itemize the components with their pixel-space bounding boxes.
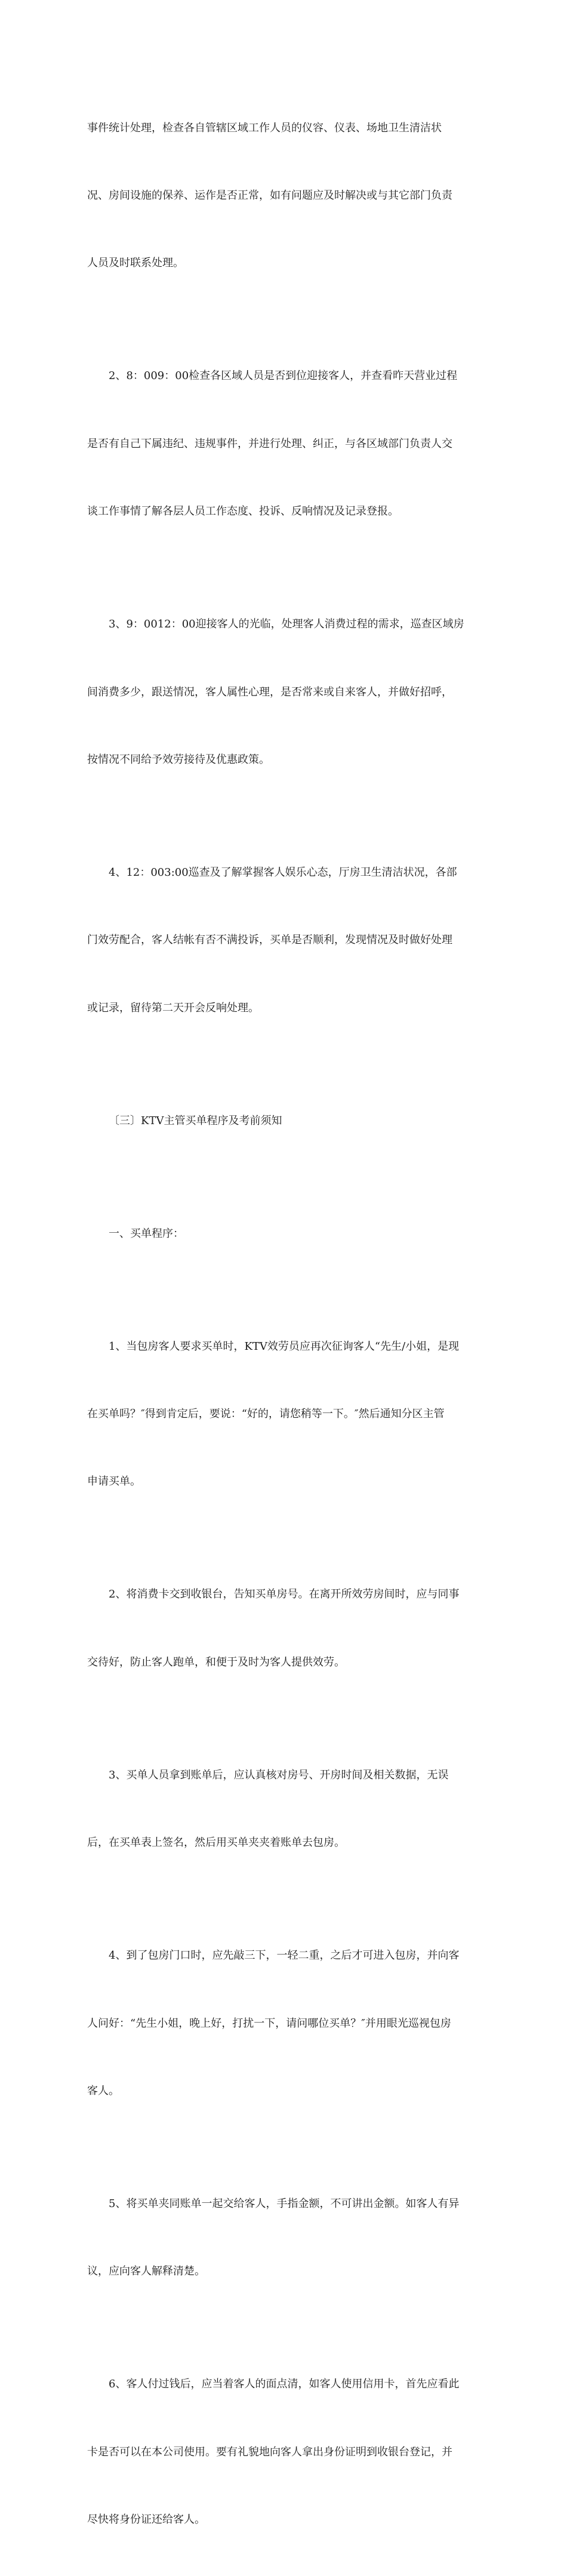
text-line: 客人。 [87,2084,119,2097]
document-body [87,72,481,2576]
text-line: 议，应向客人解释清楚。 [87,2265,205,2278]
text-line: 况、房间设施的保养、运作是否正常，如有问题应及时解决或与其它部门负责 [87,189,452,202]
paragraph-step-3 [87,1719,481,1899]
text-line: 6、客人付过钱后，应当着客人的面点清，如客人使用信用卡，首先应看此 [109,2378,460,2391]
paragraph-item-2 [87,320,481,568]
subheading-checkout-procedure [87,1177,481,1290]
text-line: 3、买单人员拿到账单后，应认真核对房号、开房时间及相关数据，无误 [109,1768,449,1781]
text-line: 间消费多少，跟送情况，客人属性心理，是否常来或自来客人，并做好招呼， [87,685,452,698]
paragraph-intro-continuation [87,72,481,320]
text-line: 4、12：003:00巡查及了解掌握客人娱乐心态，厅房卫生清洁状况，各部 [109,866,457,879]
text-line: 2、8：009：00检查各区域人员是否到位迎接客人，并查看昨天营业过程 [109,370,458,383]
section-heading [87,1064,481,1177]
text-line: 是否有自己下属违纪、违规事件，并进行处理、纠正，与各区域部门负责人交 [87,437,452,450]
text-line: 2、将消费卡交到收银台，告知买单房号。在离开所效劳房间时，应与同事 [109,1588,460,1601]
text-line: 在买单吗？″得到肯定后，要说：“好的，请您稍等一下。″然后通知分区主管 [87,1408,445,1421]
paragraph-step-4 [87,1900,481,2148]
text-line: 按情况不同给予效劳接待及优惠政策。 [87,753,270,766]
section-heading-text: 〔三〕KTV主管买单程序及考前须知 [109,1114,282,1127]
text-line: 事件统计处理，检查各自管辖区域工作人员的仪容、仪表、场地卫生清洁状 [87,121,442,134]
text-line: 后，在买单表上签名，然后用买单夹夹着账单去包房。 [87,1836,345,1849]
text-line: 3、9：0012：00迎接客人的光临，处理客人消费过程的需求，巡查区域房 [109,618,464,631]
text-line: 5、将买单夹同账单一起交给客人，手指金额，不可讲出金额。如客人有异 [109,2197,460,2210]
text-line: 门效劳配合，客人结帐有否不满投诉，买单是否顺利，发现情况及时做好处理 [87,934,452,947]
text-line: 申请买单。 [87,1475,141,1488]
text-line: 人问好：“先生小姐，晚上好，打扰一下，请问哪位买单？″并用眼光巡视包房 [87,2017,451,2030]
paragraph-step-6 [87,2328,481,2576]
paragraph-step-1 [87,1290,481,1538]
text-line: 谈工作事情了解各层人员工作态度、投诉、反响情况及记录登报。 [87,505,399,518]
paragraph-item-3 [87,568,481,817]
text-line: 4、到了包房门口时，应先敲三下，一轻二重，之后才可进入包房，并向客 [109,1949,460,1962]
text-line: 卡是否可以在本公司使用。要有礼貌地向客人拿出身份证明到收银台登记，并 [87,2445,452,2458]
paragraph-item-4 [87,816,481,1064]
text-line: 或记录，留待第二天开会反响处理。 [87,1001,259,1014]
text-line: 人员及时联系处理。 [87,257,184,270]
text-line: 交待好，防止客人跑单，和便于及时为客人提供效劳。 [87,1655,345,1669]
paragraph-step-5 [87,2147,481,2328]
subheading-text: 一、买单程序： [109,1227,184,1240]
paragraph-step-2 [87,1538,481,1719]
text-line: 1、当包房客人要求买单时，KTV效劳员应再次征询客人“先生/小姐，是现 [109,1340,460,1353]
text-line: 尽快将身份证还给客人。 [87,2513,205,2526]
